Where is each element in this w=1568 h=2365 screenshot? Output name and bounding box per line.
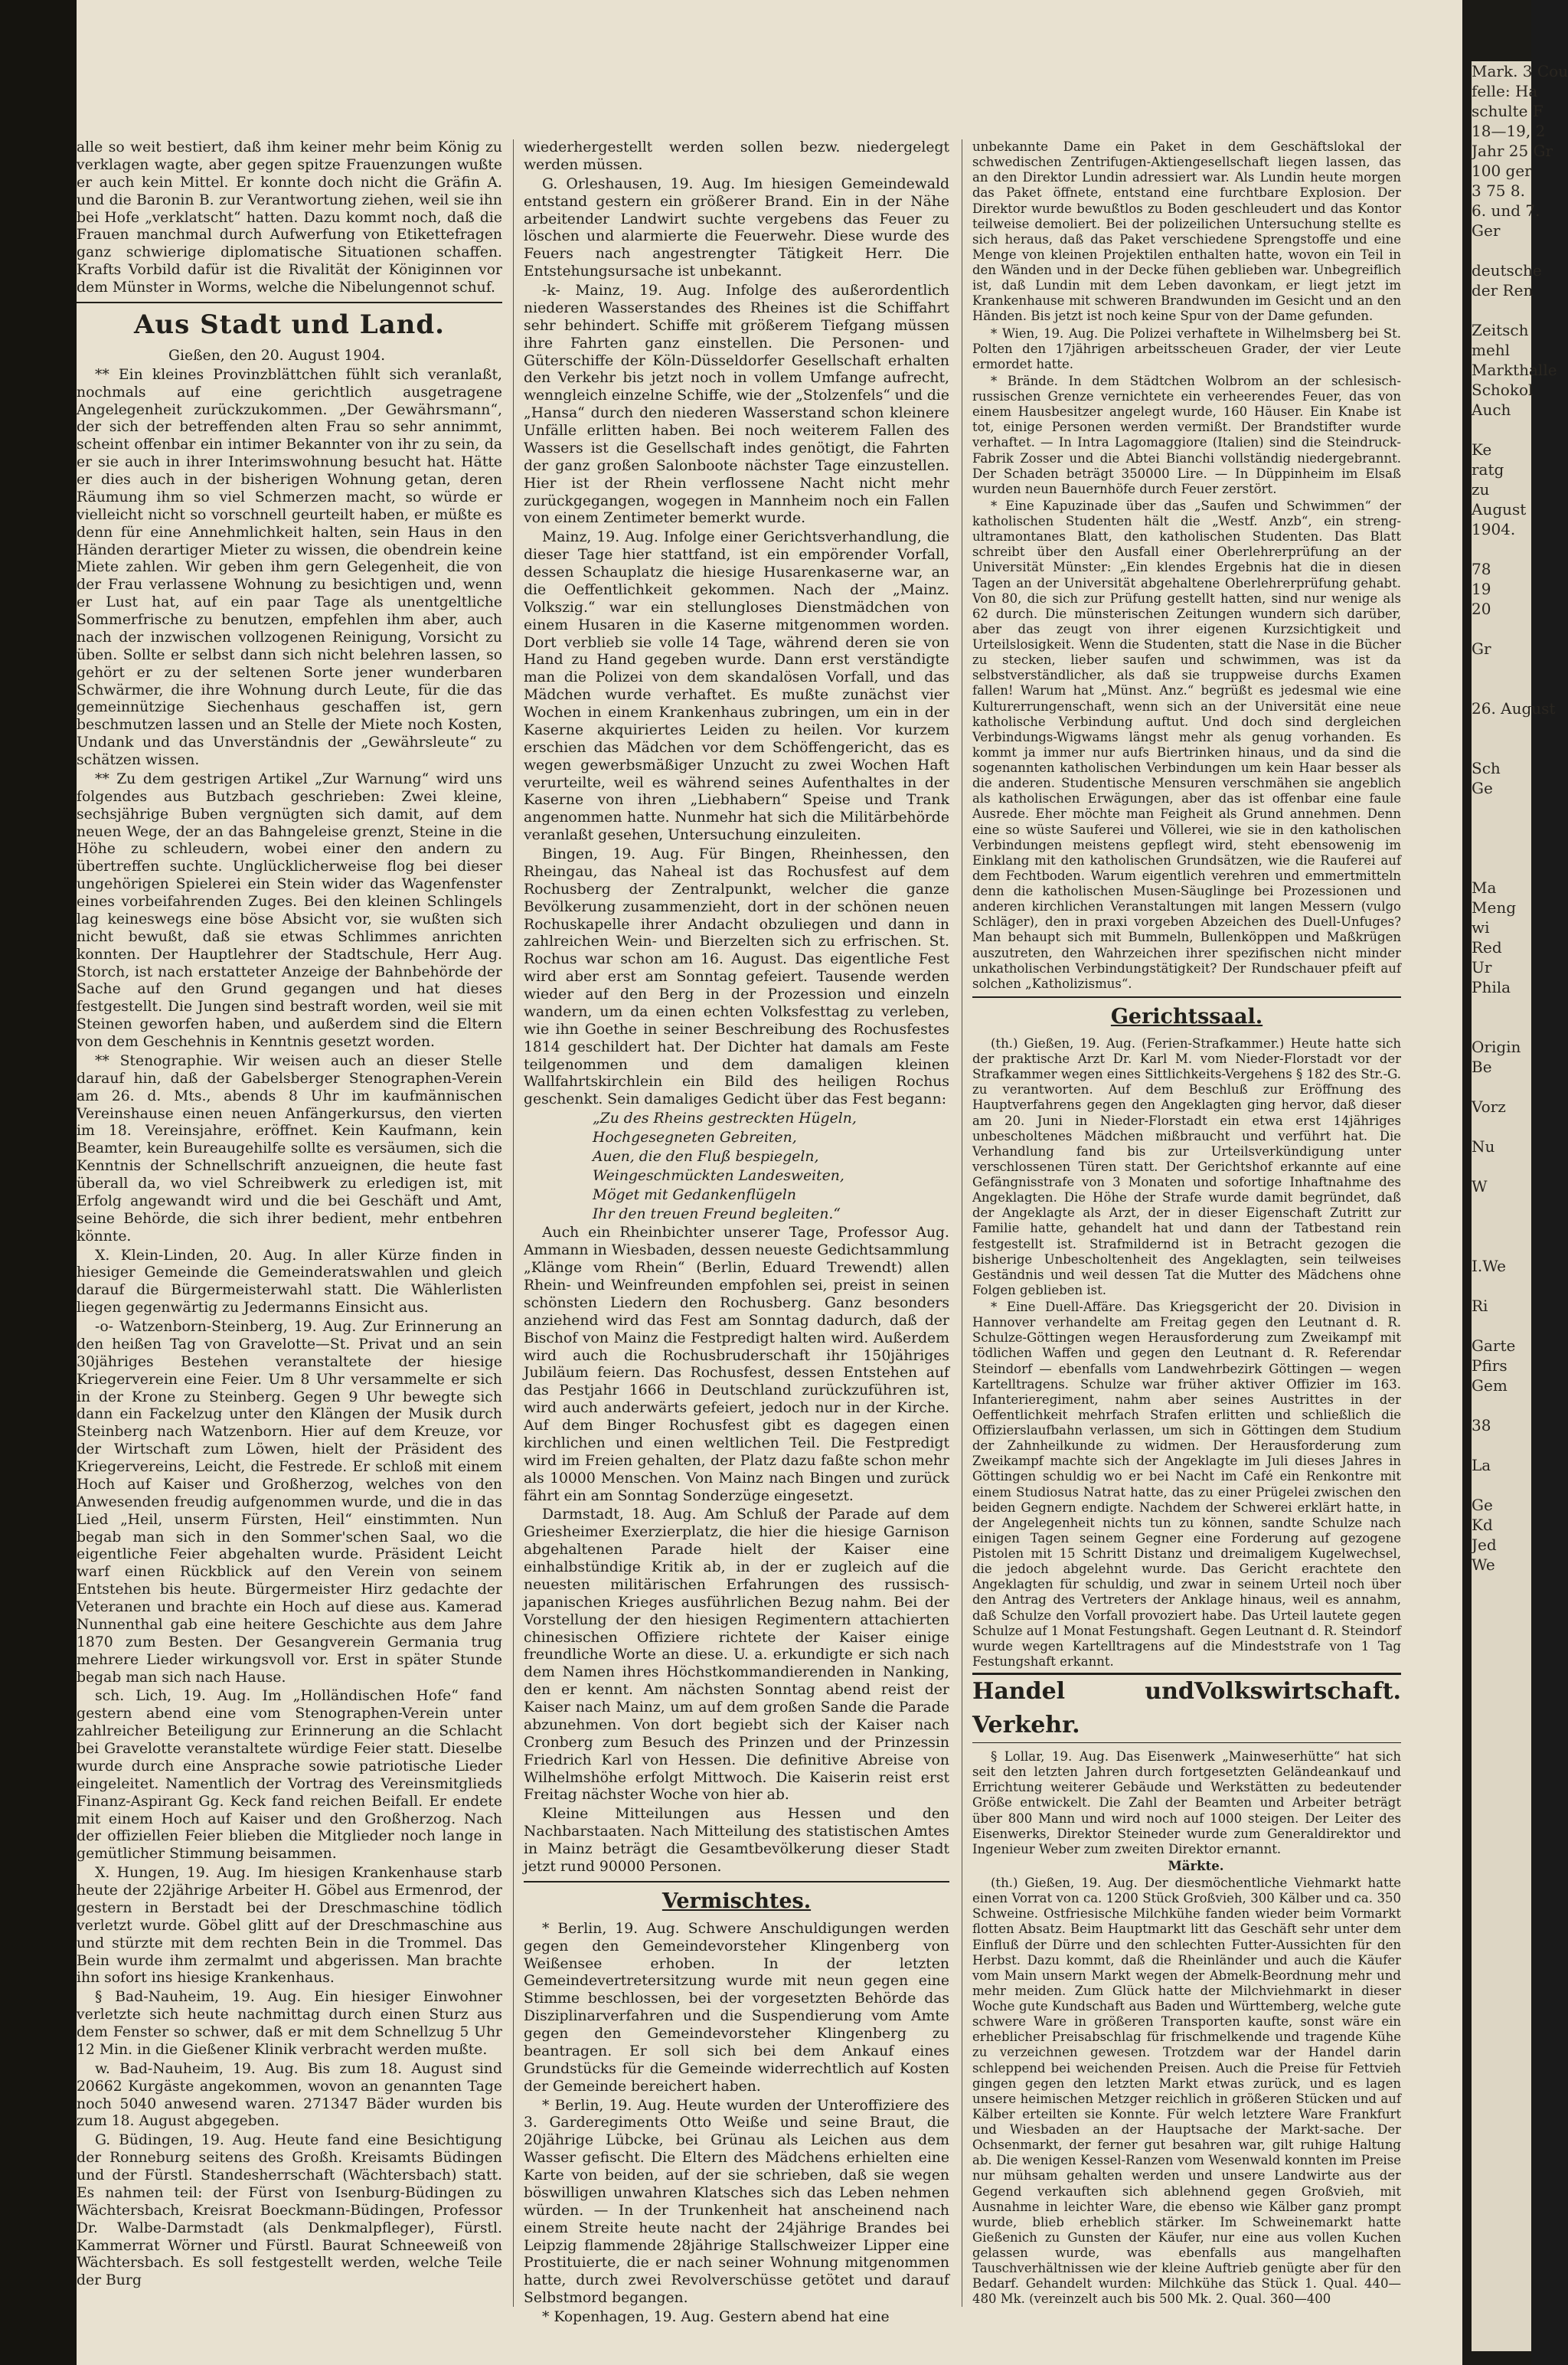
divider [524, 1881, 949, 1883]
adjacent-page-line [1472, 1196, 1531, 1216]
adjacent-page-line [1472, 619, 1531, 639]
adjacent-page-line: Gr [1472, 639, 1491, 658]
adjacent-page-line: mehl [1472, 341, 1511, 359]
adjacent-page-line [1472, 1276, 1531, 1296]
adjacent-page-line: Auch [1472, 401, 1511, 419]
poem-line: „Zu des Rheins gestreckten Hügeln, [593, 1111, 857, 1127]
section-heading-left: Handel und Verkehr. [972, 1678, 1194, 1739]
article-text: * Brände. In dem Städtchen Wolbrom an der schlesisch-russischen Grenze vernichtete ein verheerendes Feuer, das von einem Hausbesitzer angelegt wurde, 160 Häuser. Ein Knabe ist tot, einige Personen werden vermißt. Der Brandstifter wurde verhaftet. — In Intra Lagomaggiore (Italien) sind die Steindruck-Fabrik Zosser und die Abtei Bianchi vollständig niedergebrannt. Der Schaden beträgt 350000 Lire. — In Düppinheim im Elsaß wurden neun Bauernhöfe durch Feuer zerstört. [972, 373, 1401, 496]
adjacent-page-line: Markthalle [1472, 361, 1557, 379]
adjacent-page-line: Ger [1472, 221, 1501, 240]
column-1 [77, 139, 502, 2291]
article-text: -k- Mainz, 19. Aug. Infolge des außerordentlich niederen Wasserstandes des Rheines ist die Schiffahrt sehr behindert. Schiffe mit größerem Tiefgang müssen ihre Fahrten ganz einstellen. Die Personen- und Güterschiffe der Köln-Düsseldorfer Gesellschaft erhalten den Verkehr bis jetzt noch in vollem Umfange aufrecht, wenngleich einzelne Schiffe, wie der „Stolzenfels“ und die „Hansa“ durch den niederen Wasserstand schon kleinere Unfälle erlitten haben. Bei noch weiterem Fallen des Wassers ist die Gesellschaft indes genötigt, die Fahrten der ganz großen Salonboote nächster Tage einzustellen. Hier ist der Rhein verflossene Nacht nicht mehr zurückgegangen, wogegen in Mannheim noch ein Fallen von einem Zentimeter bemerkt wurde. [524, 283, 949, 527]
adjacent-page-line: Mark. 3 Cou [1472, 62, 1568, 80]
article-text: ** Stenographie. Wir weisen auch an dieser Stelle darauf hin, daß der Gabelsberger Stenographen-Verein am 26. d. Mts., abends 8 Uhr im kaufmännischen Vereinshause einen neuen Anfängerkursus, den vierten im 18. Vereinsjahre, eröffnet. Kein Kaufmann, kein Beamter, kein Bureaugehilfe sollte es versäumen, sich die Kenntnis der Schnellschrift anzueignen, die heute fast überall da, wo viel Schreibwerk zu erledigen ist, mit Erfolg angewandt wird und die bei Geschäft und Amt, seine Behörde, die sich ihrer bedient, mehr entbehren könnte. [77, 1052, 502, 1245]
adjacent-page-line: schulte F [1472, 102, 1544, 120]
adjacent-page-line [1472, 300, 1531, 320]
article-text: ** Ein kleines Provinzblättchen fühlt sich veranlaßt, nochmals auf eine gerichtlich ausgetragene Angelegenheit zurückzukommen. „Der Gewährsmann“, der sich der betreffenden alten Frau so sehr annimmt, scheint offenbar ein intimer Bekannter von ihr zu sein, da er sie auch in ihrer Interimswohnung besucht hat. Hätte er dies auch in der bisherigen Wohnung getan, deren Räumung ihm so viel Schmerzen macht, so würde er vielleicht nicht so vorschnell geurteilt haben, er müßte es denn für eine Annehmlichkeit halten, sein Haus in den Händen derartiger Mieter zu wissen, die obendrein keine Miete zahlen. Wir geben ihm gern Gelegenheit, die von der Frau verlassene Wohnung zu besichtigen und, wenn er Lust hat, auf ein paar Tage als unentgeltliche Sommerfrische zu benutzen, empfehlen ihm aber, auch nach der inzwischen vollzogenen Reinigung, Vorsicht zu üben. Sollte er selbst dann sich nicht belehren lassen, so gehört er zu der seltenen Sorte jener wunderbaren Schwärmer, die ihre Wohnung durch Leute, für die das gemeinnützige Siechenhaus geschaffen ist, gern beschmutzen lassen und an Stelle der Miete noch Kosten, Undank und das Unverständnis der „Gewährsleute“ zu schätzen wissen. [77, 366, 502, 768]
adjacent-page-line: We [1472, 1555, 1495, 1574]
article-text: w. Bad-Nauheim, 19. Aug. Bis zum 18. August sind 20662 Kurgäste angekommen, wovon an genannten Tage noch 5040 anwesend waren. 271347 Bäder wurden bis zum 18. August abgegeben. [77, 2060, 502, 2130]
article-text: unbekannte Dame ein Paket in dem Geschäftslokal der schwedischen Zentrifugen-Aktiengesellschaft liegen lassen, das an den Direktor Lundin adressiert war. Als Lundin heute morgen das Paket öffnete, entstand eine furchtbare Explosion. Der Direktor wurde bewußtlos zu Boden geschleudert und das Kontor teilweise demoliert. Bei der polizeilichen Untersuchung stellte es sich heraus, daß das Paket verschiedene Sprengstoffe und eine Menge von kleinen Projektilen enthalten hatte, wovon ein Teil in den Wänden und in der Decke fühen geblieben war. Unbegreiflich ist, daß Lundin mit dem Leben davonkam, er liegt jetzt im Krankenhause mit schweren Brandwunden im Gesicht und an den Händen. Bis jetzt ist noch keine Spur von der Dame gefunden. [972, 139, 1401, 324]
article-text: * Berlin, 19. Aug. Heute wurden der Unteroffiziere des 3. Garderegiments Otto Weiße und seine Braut, die 20jährige Lübcke, bei Grünau als Leichen aus dem Wasser gefischt. Die Eltern des Mädchens erhielten eine Karte von beiden, auf der sie schrieben, daß sie wegen böswilligen unwahren Klatsches sich das Leben nehmen würden. — In der Trunkenheit hat anscheinend nach einem Streite heute nacht der 24jährige Brandes bei Leipzig flammende 28jährige Stallschweizer Lipper eine Prostituierte, die er nach seiner Wohnung mitgenommen hatte, durch zwei Revolverschüsse getötet und darauf Selbstmord begangen. [524, 2097, 949, 2307]
article-text: * Wien, 19. Aug. Die Polizei verhaftete in Wilhelmsberg bei St. Polten den 17jährigen arbeitsscheuen Grader, der vier Leute ermordet hatte. [972, 325, 1401, 371]
poem-line: Hochgesegneten Gebreiten, [593, 1130, 797, 1146]
poem-line: Möget mit Gedankenflügeln [593, 1186, 796, 1203]
adjacent-page-line [1472, 838, 1531, 858]
adjacent-page-line [1472, 718, 1531, 738]
adjacent-page-line: ratg [1472, 460, 1504, 479]
adjacent-page-line: 6. und 7. [1472, 201, 1540, 220]
article-text: Auch ein Rheinbichter unserer Tage, Professor Aug. Ammann in Wiesbaden, dessen neueste Gedichtsammlung „Klänge vom Rhein“ (Berlin, Eduard Trewendt) allen Rhein- und Weinfreunden empfohlen sei, preist in seinen schönsten Liedern den Rochusberg. Ganz besonders anziehend wird das Fest am Sonntag dadurch, daß der Bischof von Mainz die Festpredigt halten wird. Außerdem wird auch die Rochusbruderschaft ihr 150jähriges Jubiläum feiern. Das Rochusfest, dessen Entstehen auf das Pestjahr 1666 in Deutschland zurückzuführen ist, wird auch anderwärts gefeiert, jedoch nur in der Kirche. Auf dem Binger Rochusfest gibt es dagegen einen kirchlichen und einen weltlichen Teil. Die Festpredigt wird im Freien gehalten, der Platz dazu faßte schon mehr als 10000 Menschen. Von Mainz nach Bingen und zurück fährt ein am Sonntag Sonderzüge eingesetzt. [524, 1225, 949, 1504]
adjacent-page-line: Red [1472, 938, 1502, 957]
adjacent-page-line: Ri [1472, 1297, 1488, 1315]
adjacent-page-line [1472, 659, 1531, 679]
article-text: Mainz, 19. Aug. Infolge einer Gerichtsverhandlung, die dieser Tage hier stattfand, ist ein empörender Vorfall, dessen Schauplatz die hiesige Husarenkaserne war, an die Oeffentlichkeit gekommen. Nach der „Mainz. Volkszig.“ war ein stellungloses Dienstmädchen von einem Husaren in die Kaserne mitgenommen worden. Dort verblieb sie volle 14 Tage, während deren sie von Hand zu Hand gegeben wurde. Dann erst verständigte man die Polizei von dem skandalösen Vorfall, und das Mädchen wurde verhaftet. Es mußte zunächst vier Wochen in einem Krankenhaus zubringen, um ein in der Kaserne akquiriertes Leiden zu heilen. Vor kurzem erschien das Mädchen vor dem Schöffengericht, das es wegen gewerbsmäßiger Unzucht zu zwei Wochen Haft verurteilte, weil es während seines Aufenthaltes in der Kaserne von ihren „Liebhabern“ Speise und Trank angenommen hatte. Nunmehr hat sich die Militärbehörde veranlaßt gesehen, Untersuchung einzuleiten. [524, 529, 949, 844]
article-text: * Eine Kapuzinade über das „Saufen und Schwimmen“ der katholischen Studenten hält die „Westf. Anzb“, ein streng-ultramontanes Blatt, den katholischen Studenten. Das Blatt schreibt über den Ausfall einer Oberlehrerprüfung an der Universität Münster: „Ein klendes Ergebnis hat die in diesen Tagen an der Universität abgehaltene Oberlehrerprüfung gehabt. Von 80, die sich zur Prüfung gestellt hatten, sind nur wenige als 62 durch. Die münsterischen Zeitungen wundern sich darüber, aber das zeugt von ihrer eigenen Kurzsichtigkeit und Urteilslosigkeit. Wenn die Studenten, statt die Nase in die Bücher zu stecken, lieber saufen und schwimmen, was ist da selbstverständlicher, als daß sie truppweise durchs Examen fallen! Warum hat „Münst. Anz.“ begrüßt es jedesmal wie eine Kulturerrungenschaft, wenn sich an der Universität eine neue katholische Verbindung auftut. Und doch sind dergleichen Verbindungs-Wigwams längst mehr als genug vorhanden. Es kommt ja immer nur aufs Biertrinken hinaus, und da sind die sogenannten katholischen Verbindungen um kein Haar besser als die anderen. Studentische Mensuren verschmähen sie angeblich als katholischen Erwägungen, aber das ist offenbar eine faule Ausrede. Eher möchte man Feigheit als Grund annehmen. Denn eine so wüste Sauferei und Völlerei, wie sie in den katholischen Verbindungen meistens gepflegt wird, steht ebensowenig im Einklang mit den katholischen Grundsätzen, wie die Rauferei auf dem Fechtboden. Warum eigentlich verehren und emmertmitteln denn die katholischen Musen-Säuglinge bei Prozessionen und anderen kirchlichen Veranstaltungen mit langen Messern (vulgo Schläger), den in praxi vorgeben Abzeichen des Duell-Unfuges? Man behaupt sich mit Bummeln, Bullenköppen und Maßkrügen auszutreten, den Wahrzeichen ihrer spezifischen nicht minder unkatholischen Verbindungstätigkeit? Der Rundschauer pfeift auf solchen „Katholizismus“. [972, 498, 1401, 991]
poem-line: Weingeschmückten Landesweiten, [593, 1167, 844, 1184]
divider [77, 302, 502, 303]
adjacent-page-line: 1904. [1472, 520, 1516, 538]
article-text: § Lollar, 19. Aug. Das Eisenwerk „Mainweserhütte“ hat sich seit den letzten Jahren durch fortgesetzten Geländeankauf und Errichtung weiterer Gebäude und Werkstätten zu bedeutender Größe entwickelt. Die Zahl der Beamten und Arbeiter beträgt über 800 Mann und wird noch auf 1000 steigen. Der Leiter des Eisenwerks, Direktor Steineder wurde zum Generaldirektor und Ingenieur Weber zum zweiten Direktor ernannt. [972, 1749, 1401, 1856]
adjacent-page-line [1472, 997, 1531, 1017]
adjacent-page-line: wi [1472, 918, 1490, 937]
adjacent-page-line: Ke [1472, 440, 1492, 459]
article-text: alle so weit bestiert, daß ihm keiner mehr beim König zu verklagen wagte, aber gegen spitze Frauenzungen wußte er auch kein Mittel. Er konnte doch nicht die Gräfin A. und die Baronin B. zur Verantwortung ziehen, weil sie ihn bei Hofe „verklatscht“ hatten. Dazu kommt noch, daß die Frauen manchmal durch Aufwerfung von Etikettefragen ganz schwierige diplomatische Situationen schaffen. Krafts Vorbild dafür ist die Rivalität der Königinnen vor dem Münster in Worms, welche die Nibelungennot schuf. [77, 139, 502, 296]
article-text: X. Hungen, 19. Aug. Im hiesigen Krankenhause starb heute der 22jährige Arbeiter H. Göbel aus Ermenrod, der gestern in Berstadt bei der Dreschmaschine tödlich verletzt wurde. Göbel glitt auf der Dreschmaschine aus und stürzte mit dem rechten Bein in die Trommel. Das Bein wurde ihm zermalmt und abgerissen. Man brachte ihn sofort ins hiesige Krankenhaus. [77, 1865, 502, 1987]
adjacent-page-line [1472, 1017, 1531, 1037]
poem-line: Auen, die den Fluß bespiegeln, [593, 1148, 819, 1165]
column-rule [513, 139, 514, 2307]
adjacent-page-line: Origin [1472, 1038, 1521, 1056]
section-heading-double [972, 1673, 1401, 1743]
article-text: * Kopenhagen, 19. Aug. Gestern abend hat eine [542, 2309, 890, 2325]
scan-edge-left [0, 0, 77, 2365]
adjacent-page-line [1472, 240, 1531, 260]
adjacent-page-line [1472, 1117, 1531, 1137]
adjacent-page-line [1472, 1156, 1531, 1176]
article-text: Kleine Mitteilungen aus Hessen und den Nachbarstaaten. Nach Mitteilung des statistischen Amtes in Mainz beträgt die Gesamtbevölkerung dieser Stadt jetzt rund 90000 Personen. [524, 1806, 949, 1875]
adjacent-page-line: 78 [1472, 560, 1491, 578]
adjacent-page-line: 19 [1472, 580, 1491, 598]
article-text: wiederhergestellt werden sollen bezw. niedergelegt werden müssen. [524, 139, 949, 173]
adjacent-page-line: 38 [1472, 1416, 1491, 1434]
adjacent-page-line [1472, 420, 1531, 440]
adjacent-page-line: felle: Ha [1472, 82, 1538, 100]
adjacent-page-line: Kd [1472, 1516, 1493, 1534]
adjacent-page-line: La [1472, 1456, 1491, 1474]
adjacent-page-line: 3 75 8. [1472, 182, 1525, 200]
adjacent-page-line: Ma [1472, 878, 1497, 897]
section-heading: Aus Stadt und Land. [134, 309, 445, 340]
adjacent-page-line [1472, 1475, 1531, 1495]
adjacent-page-line: Pfirs [1472, 1356, 1508, 1375]
subheading: Märkte. [1168, 1858, 1224, 1873]
adjacent-page-line: August [1472, 500, 1527, 518]
article-text: sch. Lich, 19. Aug. Im „Holländischen Hofe“ fand gestern abend eine vom Stenographen-Verein unter zahlreicher Beteiligung zur Erinnerung an die Schlacht bei Gravelotte veranstaltete würdige Feier statt. Dieselbe wurde durch eine Ansprache sowie patriotische Lieder eingeleitet. Namentlich der Vortrag des Vereinsmitglieds Finanz-Aspirant Gg. Keck fand reichen Beifall. Er endete mit einem Hoch auf Kaiser und den Großherzog. Nach der offiziellen Feier blieben die Mitglieder noch lange in gemütlicher Stimmung beisammen. [77, 1688, 502, 1863]
divider [972, 996, 1401, 998]
adjacent-page-line: Jahr 25 Gr [1472, 142, 1553, 160]
adjacent-page-line: der Ren [1472, 281, 1534, 299]
adjacent-page-line [1472, 738, 1531, 758]
adjacent-page-line [1472, 1316, 1531, 1336]
article-text: (th.) Gießen, 19. Aug. (Ferien-Strafkammer.) Heute hatte sich der praktische Arzt Dr. Karl M. vom Nieder-Florstadt vor der Strafkammer wegen eines Sittlichkeits-Vergehens § 182 des Str.-G. zu verantworten. Auf dem Beschluß zur Eröffnung des Hauptverfahrens gegen den Angeklagten ging hervor, daß dieser am 20. Juni in Nieder-Florstadt ein etwa erst 14jähriges unbescholtenes Mädchen mißbraucht und verführt hat. Die Verhandlung fand bis zur Urteilsverkündigung unter verschlossenen Türen statt. Der Gerichtshof erkannte auf eine Gefängnisstrafe von 3 Monaten und sofortige Inhaftnahme des Angeklagten. Die Höhe der Strafe wurde damit begründet, daß der Angeklagte als Arzt, der in dieser Eigenschaft Zutritt zur Familie hatte, gehandelt hat und dann der Tatbestand rein festgestellt ist. Strafmildernd ist in Betracht gezogen die bisherige Unbescholtenheit des Angeklagten, sein teilweises Geständnis und weil dessen Tat die Mutter des Mädchens ohne Folgen geblieben ist. [972, 1035, 1401, 1297]
adjacent-page-line: W [1472, 1177, 1488, 1196]
section-heading: Gerichtssaal. [1110, 1004, 1263, 1029]
adjacent-page-line [1472, 539, 1531, 559]
article-text: § Bad-Nauheim, 19. Aug. Ein hiesiger Einwohner verletzte sich heute nachmittag durch einen Sturz aus dem Fenster so schwer, daß er mit dem Schnellzug 5 Uhr 12 Min. in die Gießener Klinik verbracht werden mußte. [77, 1989, 502, 2058]
adjacent-page-line: Ge [1472, 779, 1493, 797]
adjacent-page-line [1472, 1435, 1531, 1455]
poem-line: Ihr den treuen Freund begleiten.“ [593, 1205, 841, 1222]
article-text: -o- Watzenborn-Steinberg, 19. Aug. Zur Erinnerung an den heißen Tag von Gravelotte—St. Privat und an sein 30jähriges Bestehen veranstaltete der hiesige Kriegerverein eine Feier. Um 8 Uhr versammelte er sich in der Krone zu Steinberg. Gegen 9 Uhr bewegte sich dann ein Fackelzug unter den Klängen der Musik durch Steinberg nach Watzenborn. Hier auf dem Kreuze, vor der Wirtschaft zum Löwen, hielt der Präsident des Kriegervereins, Leicht, die Festrede. Er schloß mit einem Hoch auf Kaiser und Großherzog, welches von den Anwesenden freudig aufgenommen wurde, und die in das Lied „Heil, unserm Fürsten, Heil“ einstimmten. Nun begab man sich in den Sommer'schen Saal, wo die eigentliche Feier abgehalten wurde. Präsident Leicht warf einen Rückblick auf den Verein von seinem Entstehen bis heute. Bürgermeister Hirz gedachte der Veteranen und brachte ein Hoch auf diese aus. Kamerad Nunnenthal gab eine heitere Geschichte aus dem Jahre 1870 zum Besten. Der Gesangverein Germania trug mehrere Lieder wirkungsvoll vor. Erst in später Stunde begab man sich nach Hause. [77, 1319, 502, 1686]
adjacent-page-line: zu [1472, 480, 1490, 499]
column-3 [972, 139, 1401, 2309]
adjacent-page-line: Garte [1472, 1336, 1516, 1355]
adjacent-page-line: I.We [1472, 1257, 1507, 1275]
adjacent-page-line: 20 [1472, 600, 1491, 618]
adjacent-page-line [1472, 679, 1531, 698]
adjacent-page-line: Phila [1472, 978, 1511, 996]
adjacent-page-line [1472, 1216, 1531, 1236]
adjacent-page-line: 26. August [1472, 699, 1556, 718]
adjacent-page-line: 18—19, 2 [1472, 122, 1546, 140]
adjacent-page-line [1472, 1077, 1531, 1097]
adjacent-page-line: deutsche [1472, 261, 1542, 280]
dateline: Gießen, den 20. August 1904. [168, 347, 386, 364]
adjacent-page-line: Vorz [1472, 1097, 1506, 1116]
adjacent-page-line: Ur [1472, 958, 1492, 976]
adjacent-page-strip [1472, 61, 1568, 2351]
adjacent-page-line [1472, 858, 1531, 878]
adjacent-page-line: Jed [1472, 1536, 1497, 1554]
adjacent-page-line: Sch [1472, 759, 1501, 777]
article-text: X. Klein-Linden, 20. Aug. In aller Kürze finden in hiesiger Gemeinde die Gemeinderatswahlen und gleich darauf die Bürgermeisterwahl statt. Die Wählerlisten liegen gegenwärtig zu Jedermanns Einsicht aus. [77, 1247, 502, 1317]
adjacent-page-line: Gem [1472, 1376, 1508, 1395]
adjacent-page-line: Nu [1472, 1137, 1495, 1156]
article-text: (th.) Gießen, 19. Aug. Der diesmöchentliche Viehmarkt hatte einen Vorrat von ca. 1200 Stück Großvieh, 300 Kälber und ca. 350 Schweine. Ostfriesische Milchkühe fanden wieder beim Vormarkt flotten Absatz. Beim Hauptmarkt litt das Geschäft sehr unter dem Einfluß der Dürre und den schlechten Futter-Aussichten für den Herbst. Dazu kommt, daß die Rheinländer und auch die Käufer vom Main unsern Markt wegen der Abmelk-Beordnung mehr und mehr meiden. Zum Glück hatte der Milchviehmarkt in dieser Woche gute Kundschaft aus Baden und Württemberg, welche gute schwere Ware in größeren Transporten kaufte, sonst wäre ein erheblicher Preisabschlag für frischmelkende und tragende Kühe zu verzeichnen gewesen. Trotzdem war der Handel darin schleppend bei weichenden Preisen. Auch die Preise für Fettvieh gingen gegen den letzten Markt etwas zurück, und es lagen unsere heimischen Metzger reichlich in größeren Stücken und auf Kälber erteilten sie Konnte. Für welch letztere Ware Frankfurt und Wiesbaden an der Hauptsache der Markt-sache. Der Ochsenmarkt, der ferner gut besahren war, gilt ruhige Haltung ab. Die wenigen Kessel-Ranzen vom Wesenwald konnten im Preise nur mühsam gehalten werden und unsere Landwirte aus der Gegend verkauften sich ablehnend gegen Großvieh, mit Ausnahme in leichter Ware, die ebenso wie Kälber ganz prompt wurde, blieb erheblich stärker. Im Schweinemarkt hatte Gießenich zu Gunsten der Käufer, nur eine aus vollen Kuchen gelassen wurde, was ebenfalls aus mangelhaften Tauschverhältnissen wie der kleine Auftrieb genügte aber für den Bedarf. Gehandelt wurden: Milchkühe das Stück 1. Qual. 440—480 Mk. (vereinzelt auch bis 500 Mk. 2. Qual. 360—400 [972, 1876, 1401, 2307]
adjacent-page-line: Be [1472, 1058, 1492, 1076]
adjacent-page-line: Zeitsch [1472, 321, 1529, 339]
article-text: Darmstadt, 18. Aug. Am Schluß der Parade auf dem Griesheimer Exerzierplatz, die hier die hiesige Garnison abgehaltenen Parade hielt der Kaiser eine einhalbstündige Kritik ab, in der er zugleich auf die neuesten militärischen Erfahrungen des russisch-japanischen Krieges ausführlichen Bezug nahm. Bei der Vorstellung der den hiesigen Regimentern attachierten chinesischen Offiziere richtete der Kaiser einige freundliche Worte an diese. U. a. erkundigte er sich nach dem Namen ihres Höchstkommandierenden in Nanking, den er kennt. Am nächsten Sonntag abend reist der Kaiser nach Mainz, um auf dem großen Sande die Parade abzunehmen. Von dort begiebt sich der Kaiser nach Cronberg zum Besuch des Prinzen und der Prinzessin Friedrich Karl von Hessen. Die definitive Abreise von Wilhelmshöhe erfolgt Mittwoch. Die Kaiserin reist erst Freitag nächster Woche von hier ab. [524, 1506, 949, 1804]
column-2 [524, 139, 949, 2328]
adjacent-page-line [1472, 1236, 1531, 1256]
adjacent-page-line [1472, 818, 1531, 838]
adjacent-page-line: Schokol [1472, 381, 1534, 399]
adjacent-page-line: Ge [1472, 1496, 1493, 1514]
adjacent-page-line [1472, 798, 1531, 818]
article-text: G. Orleshausen, 19. Aug. Im hiesigen Gemeindewald entstand gestern ein größerer Brand. Ein in der Nähe arbeitender Landwirt suchte vergebens das Feuer zu löschen und alarmierte die Feuerwehr. Diese wurde des Feuers nach angestrengter Tätigkeit Herr. Die Entstehungsursache ist unbekannt. [524, 175, 949, 280]
adjacent-page-line: Meng [1472, 898, 1516, 917]
section-heading: Vermischtes. [662, 1889, 812, 1913]
article-text: G. Büdingen, 19. Aug. Heute fand eine Besichtigung der Ronneburg seitens des Großh. Kreisamts Büdingen und der Fürstl. Standesherrschaft (Wächtersbach) statt. Es nahmen teil: der Fürst von Isenburg-Büdingen zu Wächtersbach, Kreisrat Boeckmann-Büdingen, Professor Dr. Walbe-Darmstadt (als Denkmalpfleger), Fürstl. Kammerrat Wörner und Fürstl. Baurat Schneeweiß von Wächtersbach. Es soll festgestellt werden, welche Teile der Burg [77, 2132, 502, 2289]
article-text: * Berlin, 19. Aug. Schwere Anschuldigungen werden gegen den Gemeindevorsteher Klingenberg von Weißensee erhoben. In der letzten Gemeindevertretersitzung wurde mit neun gegen eine Stimme beschlossen, bei der vorgesetzten Behörde das Disziplinarverfahren und die Suspendierung vom Amte gegen den Gemeindevorsteher Klingenberg zu beantragen. Er soll sich bei dem Ankauf eines Grundstücks für die Gemeinde widerrechtlich auf Kosten der Gemeinde bereichert haben. [524, 1920, 949, 2095]
adjacent-page-line: 100 ger [1472, 162, 1532, 180]
section-heading-right: Volkswirtschaft. [1194, 1678, 1401, 1705]
article-text: ** Zu dem gestrigen Artikel „Zur Warnung“ wird uns folgendes aus Butzbach geschrieben: Zwei kleine, sechsjährige Buben vergnügten sich damit, auf dem neuen Wege, der an das Bahngeleise grenzt, Steine in die Höhe zu schleudern, wobei einer den andern zu übertreffen suchte. Unglücklicherweise flog bei dieser ungehörigen Spielerei ein Stein wider das Wagenfenster eines vorbeifahrenden Zuges. Bei den kleinen Schlingels lag keineswegs eine böse Absicht vor, sie wußten sich nicht bewußt, daß sie etwas Schlimmes anrichten konnten. Der Hauptlehrer der Stadtschule, Herr Aug. Storch, ist nach erstatteter Anzeige der Bahnbehörde der Sache auf den Grund gegangen und hat dieses festgestellt. Die Jungen sind bestraft worden, weil sie mit Steinen geworfen haben, und außerdem sind die Eltern von dem Geschehnis in Kenntnis gesetzt worden. [77, 770, 502, 1050]
adjacent-page-line [1472, 1395, 1531, 1415]
article-text: * Eine Duell-Affäre. Das Kriegsgericht der 20. Division in Hannover verhandelte am Freitag gegen den Leutnant d. R. Schulze-Göttingen wegen Herausforderung zum Zweikampf mit tödlichen Waffen und gegen den Leutnant d. R. Referendar Steindorf — ebenfalls vom Landwehrbezirk Göttingen — wegen Kartelltragens. Schulze war früher aktiver Offizier im 163. Infanterieregiment, nahm aber seines Austrittes in der Oeffentlichkeit mehrfach Strafen erlitten und schließlich die Offizierslaufbahn verlassen, um sich in Göttingen dem Studium der Zahnheilkunde zu widmen. Der Herausforderung zum Zweikampf machte sich der Angeklagte im Juli dieses Jahres in Göttingen schuldig wo er bei Nacht im Café ein Renkontre mit einem Studiosus Natrat hatte, das zu einer Prügelei zwischen den beiden Gegnern endigte. Nachdem der Schwerei erklärt hatte, in der Angelegenheit nichts tun zu können, sandte Schulze nach einigen Tagen seinem Gegner eine Forderung auf gezogene Pistolen mit 15 Schritt Distanz und dreimaligem Kugelwechsel, die jedoch abgelehnt wurde. Das Gericht erachtete den Angeklagten für schuldig, und zwar in seinem Urteil noch über den Antrag des Vertreters der Anklage hinaus, weil es annahm, daß Schulze den Vorfall provoziert habe. Das Urteil lautete gegen Schulze auf 1 Monat Festungshaft. Gegen Leutnant d. R. Steindorf wurde wegen Kartelltragens auf die Mindeststrafe von 1 Tag Festungshaft erkannt. [972, 1300, 1401, 1669]
article-text: Bingen, 19. Aug. Für Bingen, Rheinhessen, den Rheingau, das Naheal ist das Rochusfest auf dem Rochusberg der Zentralpunkt, welcher die ganze Bevölkerung zusammenzieht, dort in der schönen neuen Rochuskapelle ihrer Andacht obzuliegen und dann in zahlreichen Wein- und Bierzelten sich zu erfrischen. St. Rochus war schon am 16. August. Das eigentliche Fest wird aber erst am Sonntag gefeiert. Tausende werden wieder auf den Berg in der Prozession und einzeln wandern, um da einen echten Volksfesttag zu verleben, wie ihn Goethe in seiner Beschreibung des Rochusfestes 1814 geschildert hat. Der Dichter hat damals am Feste teilgenommen und dem damaligen kleinen Wallfahrtskirchlein ein Bild des heiligen Rochus geschenkt. Sein damaliges Gedicht über das Fest begann: [524, 846, 949, 1108]
